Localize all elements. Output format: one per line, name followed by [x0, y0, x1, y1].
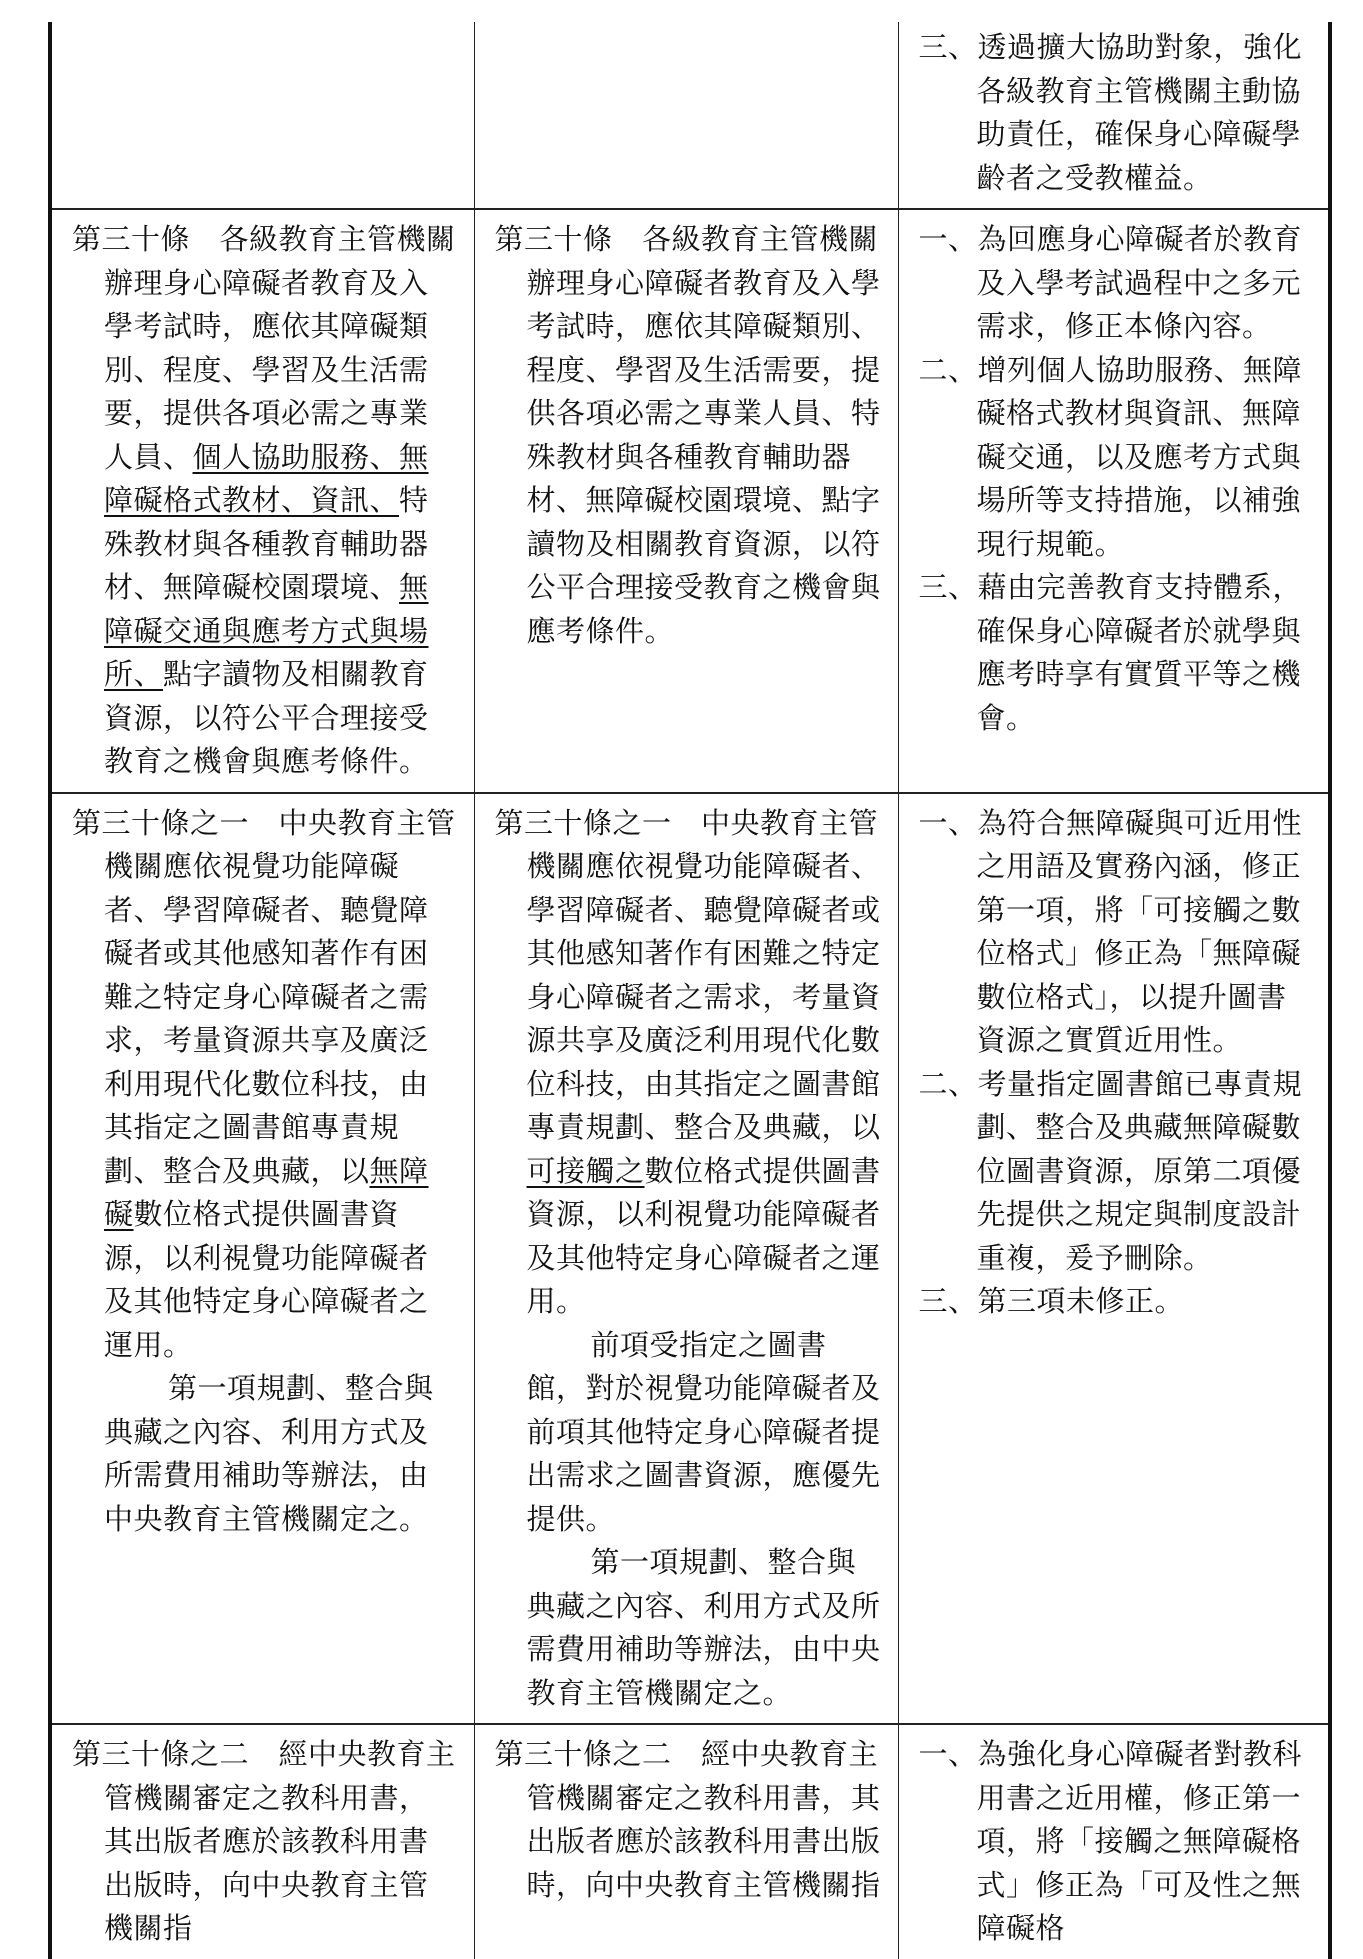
current-cell	[474, 1724, 898, 1959]
notes-cell	[898, 1724, 1330, 1959]
text-segment: 一、為符合無障礙與可近用性之用語及實務內涵，修正第一項，將「可接觸之數位格式」修正為「無障礙數位格式」，以提升圖書資源之實質近用性。	[918, 805, 1303, 1057]
text-segment: 前項受指定之圖書館，對於視覺功能障礙者及前項其他特定身心障礙者提出需求之圖書資源，應優先提供。	[526, 1327, 881, 1536]
text-segment: 第三十條之二 經中央教育主管機關審定之教科用書，其出版者應於該教科用書出版時，向中央教育主管機關指	[494, 1737, 881, 1902]
text-segment: 一、為強化身心障礙者對教科用書之近用權，修正第一項，將「接觸之無障礙格式」修正為「可及性之無障礙格	[918, 1737, 1303, 1945]
text-segment: 一、為回應身心障礙者於教育及入學考試過程中之多元需求，修正本條內容。	[918, 222, 1303, 343]
explanation-item	[919, 566, 1313, 740]
table-row	[50, 22, 1330, 209]
article-text	[495, 1733, 882, 1907]
amended-cell	[50, 22, 474, 209]
notes-cell	[898, 22, 1330, 209]
text-segment: 第三十條之一 中央教育主管機關應依視覺功能障礙者、學習障礙者、聽覺障礙者或其他感知著作有困難之特定身心障礙者之需求，考量資源共享及廣泛利用現代化數位科技，由其指定之圖書館專責規劃、整合及典藏，以	[72, 805, 456, 1188]
underlined-change-text: 可接觸之	[526, 1153, 645, 1188]
current-cell	[474, 793, 898, 1725]
underlined-change-text: 個人協助服務、無障礙格式教材、資訊、	[104, 439, 429, 517]
article-text	[495, 802, 882, 1324]
text-segment: 第三十條之二 經中央教育主管機關審定之教科用書，其出版者應於該教科用書出版時，向中央教育主管機關指	[72, 1737, 456, 1945]
text-segment: 二、考量指定圖書館已專責規劃、整合及典藏無障礙數位圖書資源，原第二項優先提供之規定與制度設計重複，爰予刪除。	[918, 1066, 1303, 1275]
text-segment: 第三十條 各級教育主管機關辦理身心障礙者教育及入學考試時，應依其障礙類別、程度、學習及生活需要，提供各項必需之專業人員、特殊教材與各種教育輔助器材、無障礙校園環境、點字讀物及相關教育資源，以符公平合理接受教育之機會與應考條件。	[494, 222, 881, 648]
notes-cell	[898, 209, 1330, 793]
article-text	[72, 218, 458, 784]
table-row	[50, 793, 1330, 1725]
text-segment: 數位格式提供圖書資源，以利視覺功能障礙者及其他特定身心障礙者之運用。	[104, 1197, 429, 1362]
clause-paragraph	[495, 1324, 882, 1542]
table-row	[50, 209, 1330, 793]
amended-cell	[50, 793, 474, 1725]
notes-cell	[898, 793, 1330, 1725]
explanation-item	[919, 1280, 1313, 1324]
table-row	[50, 1724, 1330, 1959]
text-segment: 二、增列個人協助服務、無障礙格式教材與資訊、無障礙交通，以及應考方式與場所等支持措施，以補強現行規範。	[918, 352, 1303, 561]
article-text	[72, 1733, 458, 1951]
explanation-item	[919, 349, 1313, 567]
current-cell	[474, 209, 898, 793]
text-segment: 特殊教材與各種教育輔助器材、無障礙校園環境、	[104, 483, 429, 604]
article-text	[495, 218, 882, 653]
clause-paragraph	[72, 1367, 458, 1541]
explanation-item	[919, 1733, 1313, 1951]
text-segment: 第一項規劃、整合與典藏之內容、利用方式及所需費用補助等辦法，由中央教育主管機關定之。	[526, 1545, 881, 1710]
underlined-change-text: 無障礙	[104, 1153, 429, 1231]
explanation-item	[919, 802, 1313, 1063]
amended-cell	[50, 209, 474, 793]
text-segment: 數位格式提供圖書資源，以利視覺功能障礙者及其他特定身心障礙者之運用。	[526, 1153, 881, 1318]
current-cell	[474, 22, 898, 209]
explanation-item	[919, 1063, 1313, 1281]
article-text	[72, 802, 458, 1368]
text-segment: 第三十條之一 中央教育主管機關應依視覺功能障礙者、學習障礙者、聽覺障礙者或其他感知著作有困難之特定身心障礙者之需求，考量資源共享及廣泛利用現代化數位科技，由其指定之圖書館專責規劃、整合及典藏，以	[494, 805, 881, 1144]
explanation-item	[919, 26, 1313, 200]
text-segment: 點字讀物及相關教育資源，以符公平合理接受教育之機會與應考條件。	[104, 657, 429, 778]
text-segment: 三、透過擴大協助對象，強化各級教育主管機關主動協助責任，確保身心障礙學齡者之受教權益。	[918, 30, 1303, 195]
explanation-item	[919, 218, 1313, 349]
text-segment: 三、第三項未修正。	[918, 1284, 1185, 1318]
text-segment: 第一項規劃、整合與典藏之內容、利用方式及所需費用補助等辦法，由中央教育主管機關定之。	[104, 1371, 434, 1536]
clause-paragraph	[495, 1541, 882, 1715]
text-segment: 第三十條 各級教育主管機關辦理身心障礙者教育及入學考試時，應依其障礙類別、程度、學習及生活需要，提供各項必需之專業人員、	[72, 222, 456, 474]
amended-cell	[50, 1724, 474, 1959]
comparison-table	[48, 22, 1332, 1959]
underlined-change-text: 無障礙交通與應考方式與場所、	[104, 570, 429, 691]
text-segment: 三、藉由完善教育支持體系，確保身心障礙者於就學與應考時享有實質平等之機會。	[918, 570, 1303, 735]
